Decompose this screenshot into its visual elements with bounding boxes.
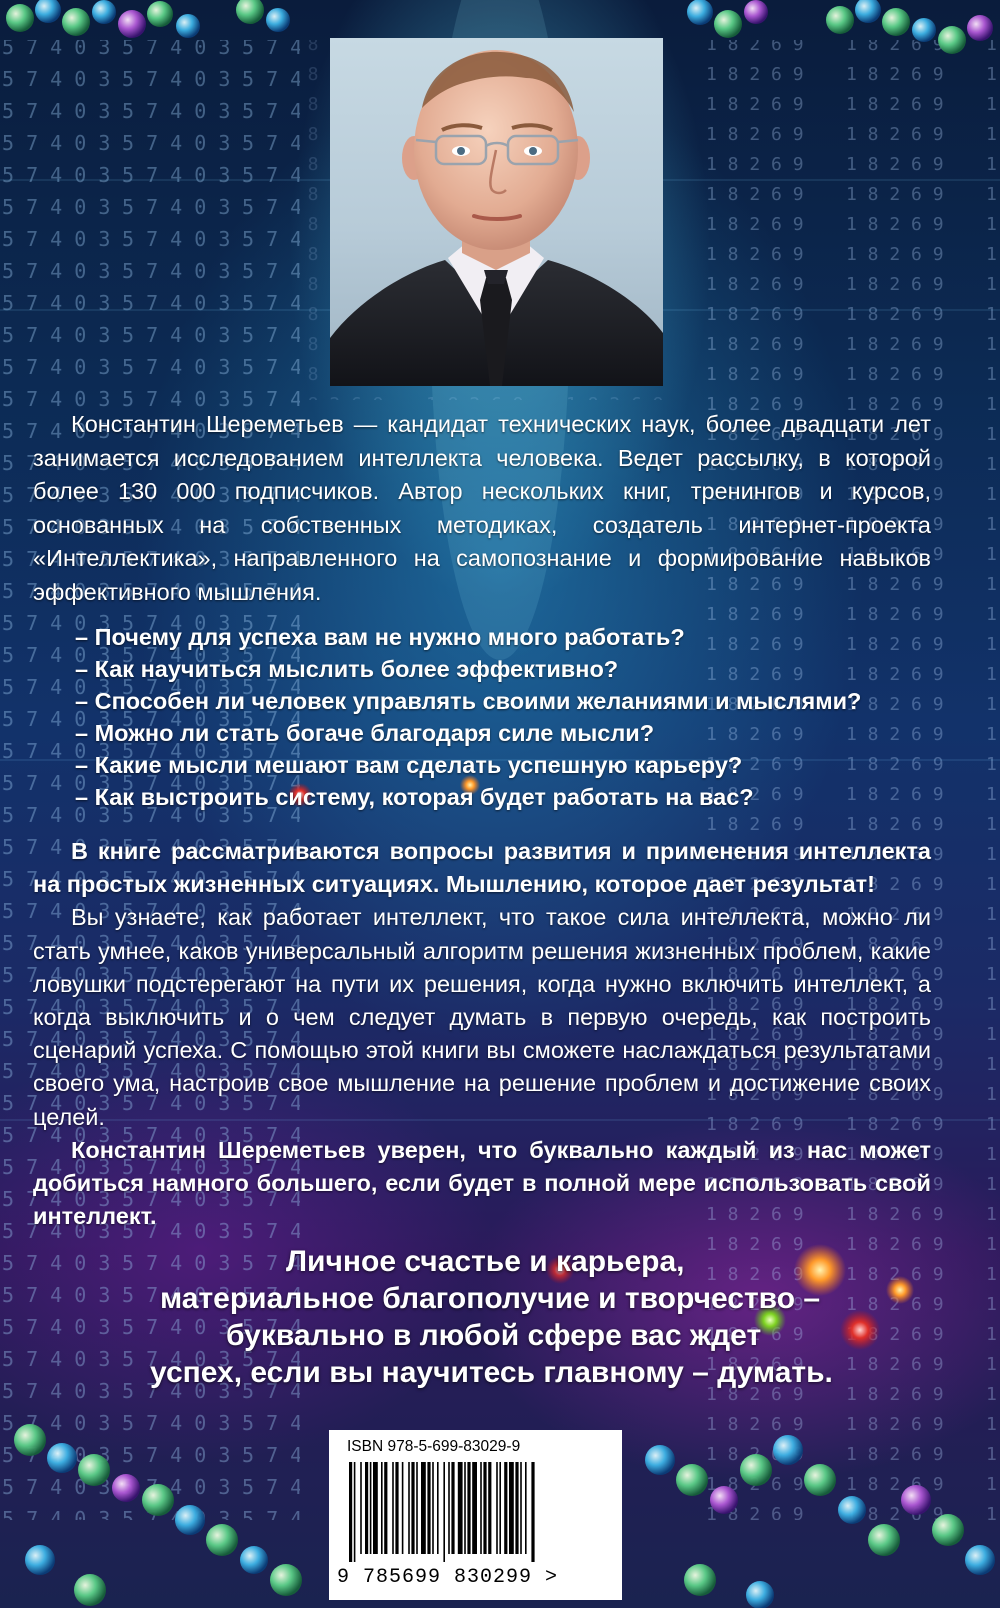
question-item: – Можно ли стать богаче благодаря силе мысли? (75, 720, 655, 746)
slogan-line: Личное счастье и карьера, (286, 1245, 685, 1278)
isbn-label: ISBN 978-5-699-83029-9 (347, 1438, 521, 1455)
question-item: – Почему для успеха вам не нужно много работать? (75, 624, 685, 650)
question-item: – Как выстроить систему, которая будет работать на вас? (75, 784, 754, 810)
author-bio (33, 408, 931, 609)
author-photo (330, 38, 663, 386)
barcode-digits: 9 785699 830299 > (337, 1566, 559, 1589)
slogan (100, 1243, 900, 1391)
book-description (33, 835, 931, 1233)
barcode (339, 1462, 609, 1562)
description-main: Вы узнаете, как работает интеллект, что такое сила интеллекта, можно ли стать умнее, каков универсальный алгоритм решения жизненных проблем, какие ловушки подстерегают на пути их решения, когда нужно включить интеллект, а когда выключить и о чем следует думать в первую очередь, как построить сценарий успеха. С помощью этой книги вы сможете наслаждаться результатами своего ума, настроив свое мышление на решение проблем и достижение своих целей. (33, 904, 931, 1130)
questions-list (75, 621, 935, 813)
isbn-barcode-block (329, 1430, 622, 1600)
question-item: – Способен ли человек управлять своими желаниями и мыслями? (75, 688, 862, 714)
description-intro: В книге рассматриваются вопросы развития и применения интеллекта на простых жизненных ситуациях. Мышлению, которое дает результат! (33, 838, 931, 898)
slogan-line: материальное благополучие и творчество – (160, 1282, 821, 1315)
question-item: – Какие мысли мешают вам сделать успешную карьеру? (75, 752, 743, 778)
question-item: – Как научиться мыслить более эффективно? (75, 656, 619, 682)
slogan-line: успех, если вы научитесь главному – думать. (150, 1356, 833, 1389)
description-conclusion: Константин Шереметьев уверен, что буквально каждый из нас может добиться намного большего, если будет в полной мере использовать свой интеллект. (33, 1136, 931, 1230)
author-bio-text: Константин Шереметьев — кандидат технических наук, более двадцати лет занимается исследованием интеллекта человека. Ведет рассылку, в которой более 130 000 подписчиков. Автор нескольких книг, тренингов и курсов, основанных на собственных методиках, создатель интернет-проекта «Интеллектика», направленного на самопознание и формирование навыков эффективного мышления. (33, 411, 931, 605)
slogan-line: буквально в любой сфере вас ждет (226, 1319, 762, 1352)
